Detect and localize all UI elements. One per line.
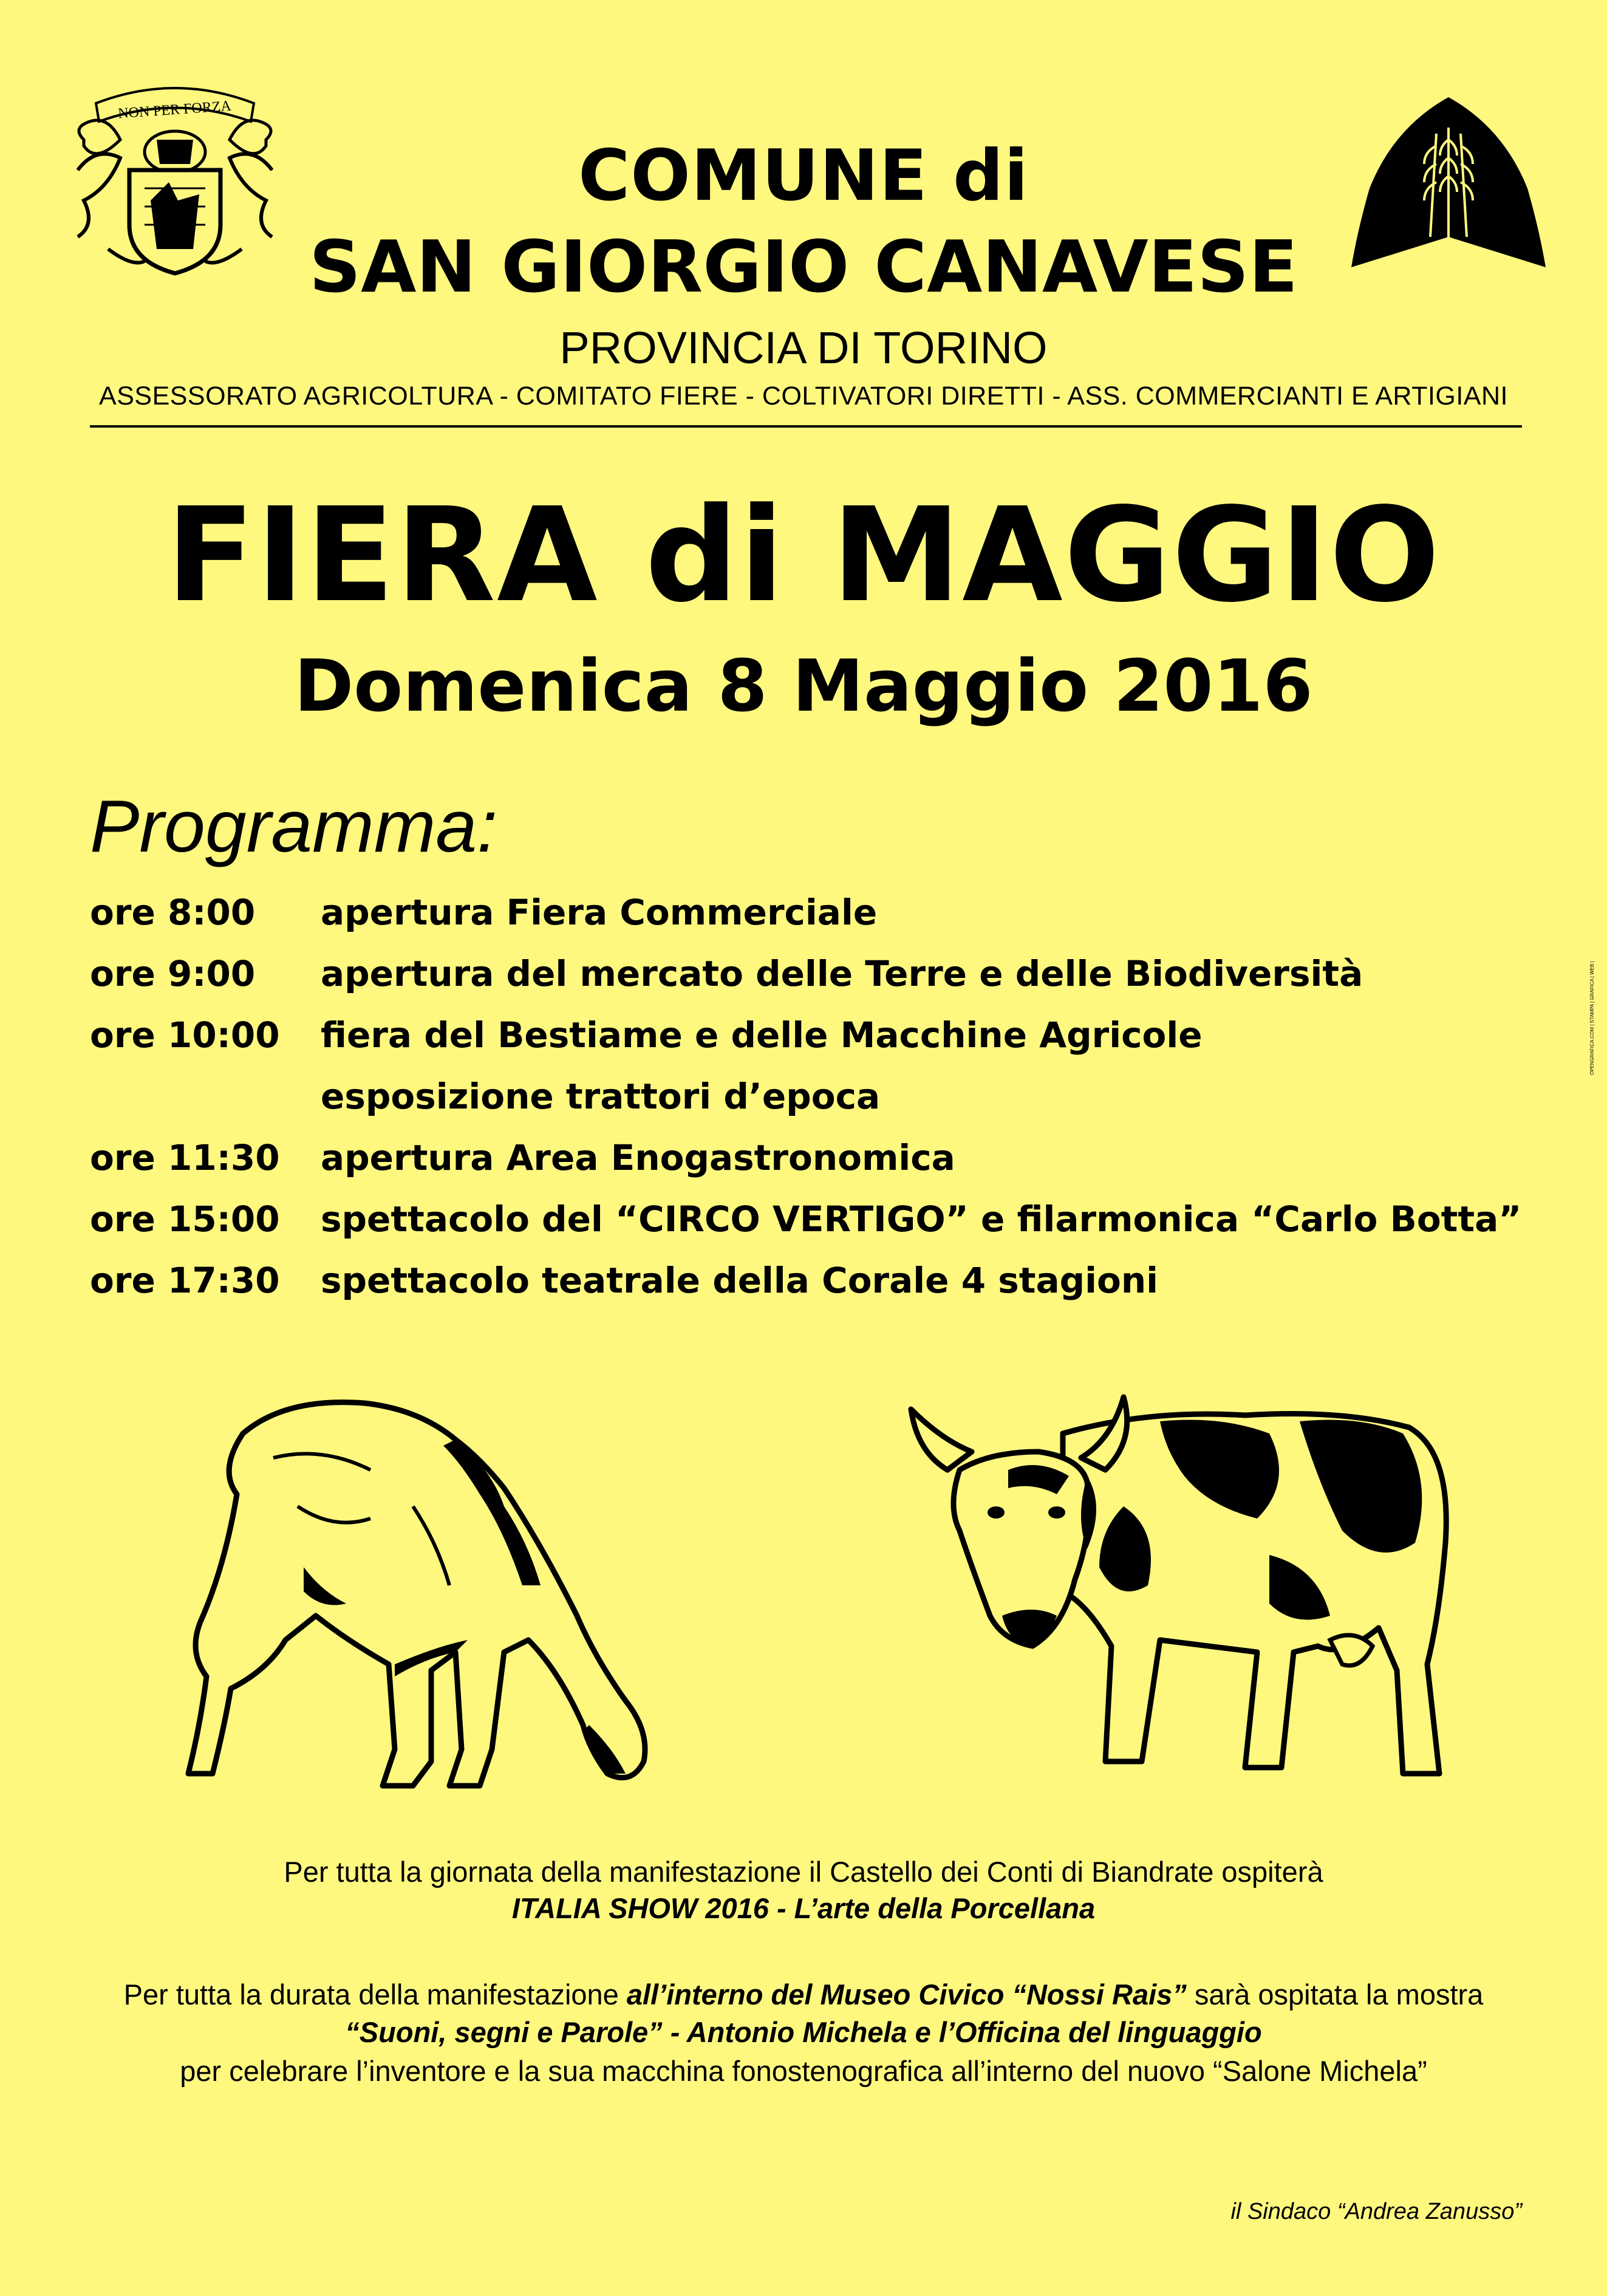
mayor-signature: il Sindaco “Andrea Zanusso”	[1230, 2199, 1522, 2224]
organizers-line: ASSESSORATO AGRICOLTURA - COMITATO FIERE - COLTIVATORI DIRETTI - ASS. COMMERCIANTI E ARTIGIANI	[99, 381, 1508, 411]
museo-pre: Per tutta la durata della manifestazione	[123, 1978, 627, 2011]
town-name: SAN GIORGIO CANAVESE	[309, 225, 1298, 309]
event-title: FIERA di MAGGIO	[166, 480, 1441, 631]
program-desc: apertura del mercato delle Terre e delle Biodiversità	[321, 953, 1363, 994]
program-time: ore 10:00	[90, 1014, 280, 1056]
program-time: ore 8:00	[90, 892, 256, 933]
program-desc: spettacolo del “CIRCO VERTIGO” e filarmonica “Carlo Botta”	[321, 1198, 1522, 1240]
printer-credit: OPENGRAFICA.COM | STAMPA | GRAFICA | WEB |	[1589, 961, 1595, 1075]
program-heading: Programma:	[90, 785, 498, 867]
mostra-desc: per celebrare l’inventore e la sua macchina fonostenografica all’interno del nuovo “Salone Michela”	[180, 2055, 1427, 2087]
castello-show: ITALIA SHOW 2016 - L’arte della Porcellana	[511, 1892, 1096, 1924]
museo-note	[0, 1978, 1607, 2011]
program-time: ore 15:00	[90, 1198, 280, 1240]
province: PROVINCIA DI TORINO	[559, 323, 1048, 373]
program-time: ore 17:30	[90, 1260, 280, 1301]
program-desc: fiera del Bestiame e delle Macchine Agricole	[321, 1014, 1203, 1056]
program-desc: spettacolo teatrale della Corale 4 stagioni	[321, 1260, 1159, 1301]
program-time: ore 9:00	[90, 953, 256, 994]
program-desc: apertura Area Enogastronomica	[321, 1137, 955, 1178]
header-divider	[90, 425, 1522, 428]
mostra-title: “Suoni, segni e Parole” - Antonio Michela e l’Officina del linguaggio	[345, 2016, 1262, 2048]
horse-illustration	[164, 1385, 705, 1810]
museo-post: sarà ospitata la mostra	[1186, 1978, 1484, 2011]
museo-bold: all’interno del Museo Civico “Nossi Rais”	[626, 1978, 1187, 2011]
program-desc: esposizione trattori d’epoca	[321, 1076, 881, 1117]
castello-text: Per tutta la giornata della manifestazione il Castello dei Conti di Biandrate ospiterà	[284, 1856, 1323, 1888]
motto-text: NON PER FORZA	[117, 98, 232, 122]
cow-illustration	[905, 1385, 1464, 1798]
castello-note	[0, 1855, 1607, 1888]
program-desc: apertura Fiera Commerciale	[321, 892, 878, 933]
event-date: Domenica 8 Maggio 2016	[294, 644, 1313, 728]
comune-title: COMUNE di	[578, 135, 1029, 217]
program-time: ore 11:30	[90, 1137, 280, 1178]
